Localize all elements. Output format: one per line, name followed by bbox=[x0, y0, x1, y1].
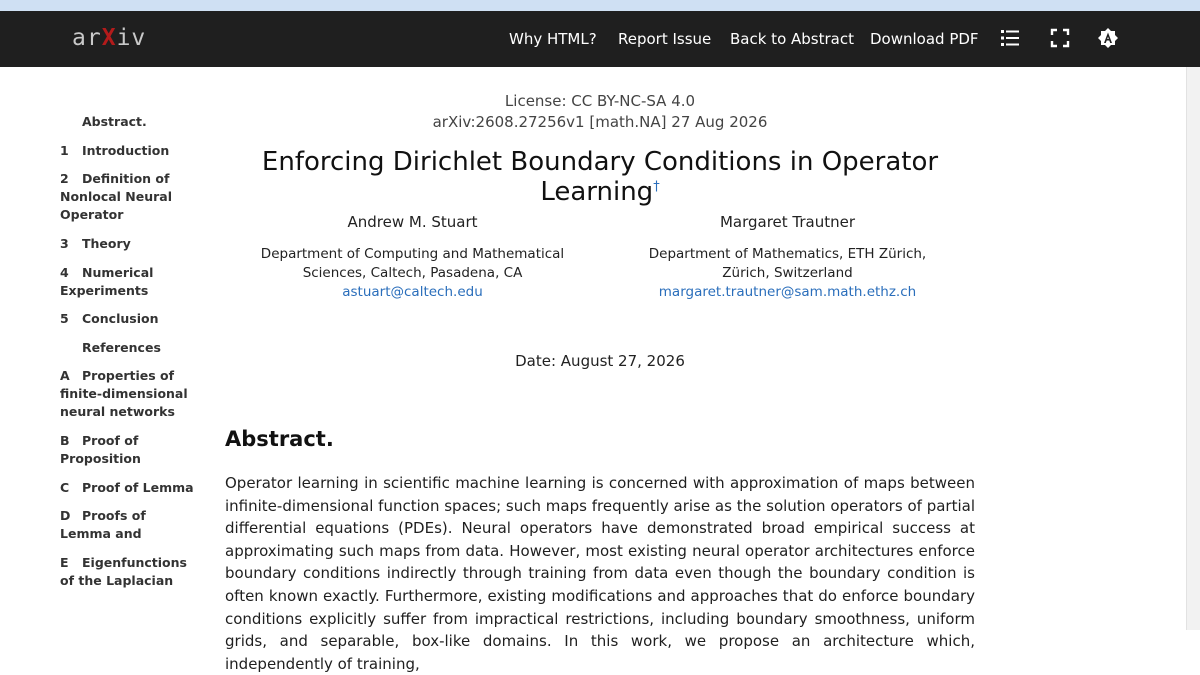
paper-date: Date: August 27, 2026 bbox=[515, 352, 685, 370]
toc-label: Proof of Proposition bbox=[60, 433, 141, 466]
logo-right: iv bbox=[116, 25, 147, 51]
toc-item-conclusion[interactable] bbox=[60, 310, 200, 328]
logo-x: X bbox=[101, 25, 117, 51]
toc-label: Numerical Experiments bbox=[60, 265, 154, 298]
toc-label: Introduction bbox=[82, 143, 170, 158]
toc-number: 2 bbox=[60, 171, 69, 186]
paper-content bbox=[225, 67, 975, 673]
paper-title bbox=[225, 147, 975, 207]
title-footnote-mark[interactable]: † bbox=[653, 179, 660, 195]
author-name: Margaret Trautner bbox=[719, 213, 856, 231]
toc-label: Conclusion bbox=[82, 311, 159, 326]
abstract-text: Operator learning in scientific machine learning is concerned with approximation of maps between infinite-dimensional function spaces; such maps frequently arise as the solution operators of partial differential equations (PDEs). Neural operators have demonstrated broad empirical success at approximating such maps from data. However, most existing neural operator architectures enforce boundary conditions indirectly through training from data even though the boundary condition is often known exactly. Furthermore, existing modifications and approaches that do enforce boundary conditions explicitly suffer from impractical restrictions, including boundary smoothness, uniform grids, and separable, box-like domains. In this work, we propose an architecture which, independently of training, bbox=[225, 474, 975, 673]
arxiv-logo[interactable] bbox=[72, 25, 146, 51]
toc-label: Theory bbox=[82, 236, 131, 251]
author-block bbox=[245, 213, 580, 302]
toc-item-abstract[interactable] bbox=[82, 113, 222, 131]
toc-label: References bbox=[82, 340, 161, 355]
fullscreen-icon[interactable] bbox=[1049, 27, 1071, 49]
toc-item-theory[interactable] bbox=[60, 235, 200, 253]
toc-label: Definition of Nonlocal Neural Operator bbox=[60, 171, 173, 222]
toc-label: Proofs of Lemma and bbox=[60, 508, 146, 541]
toc-label: Properties of finite-dimensional neural networks bbox=[60, 368, 188, 419]
toc-item-appendix-c[interactable] bbox=[60, 479, 200, 497]
report-issue-link[interactable]: Report Issue bbox=[618, 30, 712, 48]
toc-number: 5 bbox=[60, 311, 69, 326]
logo-left: ar bbox=[72, 25, 102, 51]
toc-item-appendix-a[interactable] bbox=[60, 367, 200, 421]
toc-number: 4 bbox=[60, 265, 69, 280]
toc-item-definition[interactable] bbox=[60, 170, 200, 224]
author-affiliation: Department of Mathematics, ETH Zürich, Zürich, Switzerland bbox=[648, 246, 927, 281]
author-email[interactable]: astuart@caltech.edu bbox=[342, 284, 483, 300]
toc-label: Abstract. bbox=[82, 114, 147, 129]
author-block bbox=[630, 213, 945, 302]
site-header bbox=[0, 11, 1200, 67]
table-of-contents bbox=[0, 67, 205, 630]
paper-title-text: Enforcing Dirichlet Boundary Conditions in Operator Learning bbox=[261, 147, 939, 207]
arxiv-identifier: arXiv:2608.27256v1 [math.NA] 27 Aug 2026 bbox=[432, 113, 768, 131]
toc-item-appendix-d[interactable] bbox=[60, 507, 200, 543]
toc-number: A bbox=[60, 368, 70, 383]
toc-item-appendix-e[interactable] bbox=[60, 554, 200, 590]
scrollbar-track[interactable] bbox=[1186, 67, 1200, 630]
toc-item-appendix-b[interactable] bbox=[60, 432, 200, 468]
toc-number: B bbox=[60, 433, 70, 448]
toc-label: Eigenfunctions of the Laplacian bbox=[60, 555, 187, 588]
toc-item-introduction[interactable] bbox=[60, 142, 200, 160]
toc-label: Proof of Lemma bbox=[82, 480, 194, 495]
back-to-abstract-link[interactable]: Back to Abstract bbox=[730, 30, 854, 48]
why-html-link[interactable]: Why HTML? bbox=[509, 30, 597, 48]
toc-item-references[interactable] bbox=[82, 339, 222, 357]
toc-item-numerical-experiments[interactable] bbox=[60, 264, 200, 300]
theme-toggle-icon[interactable] bbox=[1097, 27, 1119, 49]
toc-number: D bbox=[60, 508, 71, 523]
toc-number: E bbox=[60, 555, 69, 570]
list-icon[interactable] bbox=[999, 27, 1021, 49]
author-name: Andrew M. Stuart bbox=[347, 213, 478, 231]
author-affiliation: Department of Computing and Mathematical Sciences, Caltech, Pasadena, CA bbox=[260, 246, 565, 281]
license-text: License: CC BY-NC-SA 4.0 bbox=[504, 92, 696, 110]
download-pdf-link[interactable]: Download PDF bbox=[870, 30, 979, 48]
toc-number: C bbox=[60, 480, 70, 495]
abstract-heading: Abstract. bbox=[225, 427, 334, 451]
toc-number: 3 bbox=[60, 236, 69, 251]
browser-top-strip bbox=[0, 0, 1200, 11]
author-email[interactable]: margaret.trautner@sam.math.ethz.ch bbox=[658, 284, 917, 300]
toc-number: 1 bbox=[60, 143, 69, 158]
